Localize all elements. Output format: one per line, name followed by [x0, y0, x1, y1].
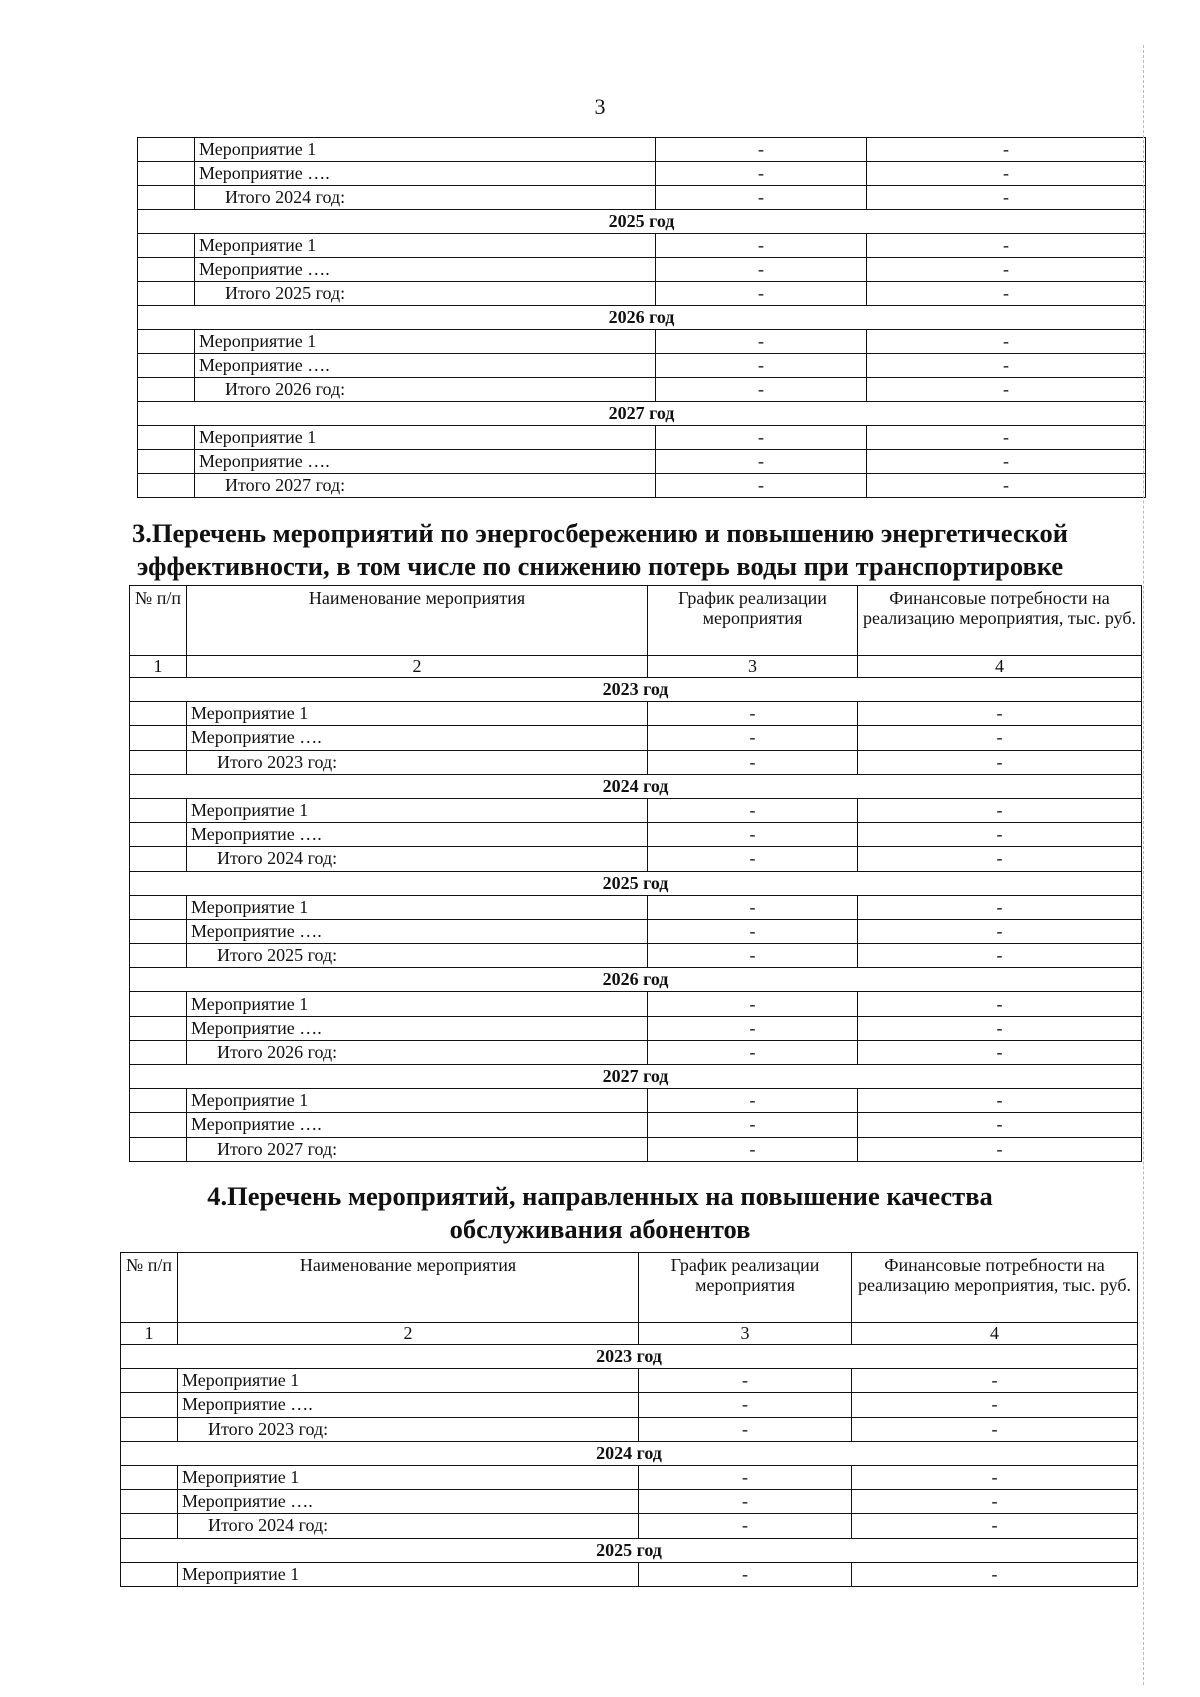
financing-cell: -	[858, 1016, 1142, 1040]
schedule-cell: -	[656, 450, 867, 474]
total-label: Итого 2024 год:	[195, 186, 656, 210]
total-row	[130, 1137, 1142, 1161]
event-row	[138, 162, 1146, 186]
schedule-cell: -	[656, 330, 867, 354]
financing-cell: -	[867, 426, 1146, 450]
row-number-cell	[138, 282, 195, 306]
schedule-cell: -	[648, 895, 858, 919]
financing-cell: -	[852, 1465, 1138, 1489]
row-number-cell	[138, 474, 195, 498]
event-row	[138, 450, 1146, 474]
schedule-cell: -	[648, 847, 858, 871]
financing-cell: -	[858, 992, 1142, 1016]
row-number-cell	[130, 1137, 187, 1161]
row-number-cell	[138, 426, 195, 450]
total-label: Итого 2026 год:	[195, 378, 656, 402]
schedule-cell: -	[648, 1089, 858, 1113]
financing-cell: -	[852, 1417, 1138, 1441]
schedule-cell: -	[639, 1490, 852, 1514]
year-heading: 2024 год	[121, 1441, 1138, 1465]
event-name: Мероприятие 1	[187, 1089, 648, 1113]
financing-cell: -	[867, 138, 1146, 162]
year-heading: 2026 год	[138, 306, 1146, 330]
event-name: Мероприятие ….	[178, 1393, 639, 1417]
event-row	[138, 330, 1146, 354]
column-number-1: 1	[121, 1323, 178, 1345]
financing-cell: -	[852, 1393, 1138, 1417]
page-number: 3	[594, 94, 606, 119]
total-row	[130, 944, 1142, 968]
total-label: Итого 2025 год:	[195, 282, 656, 306]
total-row	[138, 378, 1146, 402]
financing-cell: -	[867, 186, 1146, 210]
total-label: Итого 2025 год:	[187, 944, 648, 968]
year-heading-row	[121, 1441, 1138, 1465]
header-schedule: График реализации мероприятия	[648, 586, 858, 656]
event-name: Мероприятие 1	[195, 426, 656, 450]
schedule-cell: -	[656, 426, 867, 450]
column-numbering-row	[121, 1323, 1138, 1345]
event-name: Мероприятие 1	[178, 1369, 639, 1393]
event-row	[130, 992, 1142, 1016]
row-number-cell	[138, 258, 195, 282]
event-name: Мероприятие ….	[195, 162, 656, 186]
row-number-cell	[121, 1393, 178, 1417]
column-numbering-row	[130, 656, 1142, 678]
header-financing: Финансовые потребности на реализацию мероприятия, тыс. руб.	[852, 1253, 1138, 1323]
year-heading: 2025 год	[130, 871, 1142, 895]
row-number-cell	[130, 1016, 187, 1040]
row-number-cell	[130, 798, 187, 822]
column-number-1: 1	[130, 656, 187, 678]
table-header-row	[121, 1253, 1138, 1323]
year-heading-row	[138, 210, 1146, 234]
year-heading: 2027 год	[130, 1065, 1142, 1089]
financing-cell: -	[858, 823, 1142, 847]
event-row	[138, 234, 1146, 258]
total-label: Итого 2026 год:	[187, 1040, 648, 1064]
financing-cell: -	[852, 1490, 1138, 1514]
event-row	[121, 1490, 1138, 1514]
total-row	[138, 282, 1146, 306]
row-number-cell	[138, 186, 195, 210]
event-name: Мероприятие ….	[187, 726, 648, 750]
year-heading-row	[130, 774, 1142, 798]
event-name: Мероприятие 1	[195, 234, 656, 258]
event-row	[138, 426, 1146, 450]
row-number-cell	[130, 944, 187, 968]
total-row	[138, 186, 1146, 210]
financing-cell: -	[858, 1040, 1142, 1064]
row-number-cell	[130, 823, 187, 847]
table-header-row	[130, 586, 1142, 656]
financing-cell: -	[858, 1113, 1142, 1137]
header-number: № п/п	[121, 1253, 178, 1323]
event-row	[130, 1113, 1142, 1137]
event-name: Мероприятие 1	[195, 138, 656, 162]
schedule-cell: -	[639, 1369, 852, 1393]
schedule-cell: -	[648, 798, 858, 822]
event-name: Мероприятие ….	[187, 919, 648, 943]
row-number-cell	[130, 895, 187, 919]
events-table-continued	[137, 137, 1146, 498]
event-row	[130, 823, 1142, 847]
event-name: Мероприятие ….	[187, 1113, 648, 1137]
schedule-cell: -	[648, 823, 858, 847]
event-row	[130, 1089, 1142, 1113]
column-number-4: 4	[858, 656, 1142, 678]
financing-cell: -	[852, 1562, 1138, 1586]
schedule-cell: -	[656, 354, 867, 378]
financing-cell: -	[867, 474, 1146, 498]
schedule-cell: -	[656, 258, 867, 282]
financing-cell: -	[867, 354, 1146, 378]
total-label: Итого 2027 год:	[195, 474, 656, 498]
schedule-cell: -	[648, 1040, 858, 1064]
schedule-cell: -	[656, 138, 867, 162]
financing-cell: -	[867, 162, 1146, 186]
total-row	[121, 1417, 1138, 1441]
row-number-cell	[138, 330, 195, 354]
row-number-cell	[121, 1417, 178, 1441]
event-name: Мероприятие ….	[195, 354, 656, 378]
event-name: Мероприятие ….	[187, 823, 648, 847]
schedule-cell: -	[648, 1113, 858, 1137]
financing-cell: -	[867, 378, 1146, 402]
total-label: Итого 2024 год:	[187, 847, 648, 871]
financing-cell: -	[852, 1514, 1138, 1538]
financing-cell: -	[858, 726, 1142, 750]
year-heading-row	[130, 871, 1142, 895]
financing-cell: -	[867, 258, 1146, 282]
row-number-cell	[121, 1490, 178, 1514]
financing-cell: -	[858, 702, 1142, 726]
header-event-name: Наименование мероприятия	[178, 1253, 639, 1323]
section-4-title-line1: 4.Перечень мероприятий, направленных на повышение качества	[207, 1181, 993, 1211]
schedule-cell: -	[648, 992, 858, 1016]
section-3-title-line1: 3.Перечень мероприятий по энергосбережению и повышению энергетической	[131, 518, 1069, 548]
section-3-title	[0, 517, 1200, 583]
event-name: Мероприятие 1	[187, 992, 648, 1016]
row-number-cell	[130, 750, 187, 774]
row-number-cell	[138, 162, 195, 186]
event-row	[130, 895, 1142, 919]
year-heading: 2023 год	[130, 678, 1142, 702]
section-4-title	[0, 1180, 1200, 1246]
energy-saving-events-table	[129, 585, 1142, 1162]
event-name: Мероприятие ….	[187, 1016, 648, 1040]
schedule-cell: -	[648, 726, 858, 750]
total-label: Итого 2027 год:	[187, 1137, 648, 1161]
row-number-cell	[121, 1514, 178, 1538]
event-row	[130, 726, 1142, 750]
schedule-cell: -	[648, 1016, 858, 1040]
row-number-cell	[130, 726, 187, 750]
schedule-cell: -	[639, 1465, 852, 1489]
event-name: Мероприятие 1	[187, 798, 648, 822]
row-number-cell	[138, 138, 195, 162]
schedule-cell: -	[656, 474, 867, 498]
event-row	[130, 702, 1142, 726]
schedule-cell: -	[648, 919, 858, 943]
event-name: Мероприятие 1	[187, 702, 648, 726]
row-number-cell	[130, 919, 187, 943]
section-3-title-line2: эффективности, в том числе по снижению потерь воды при транспортировке	[136, 551, 1064, 581]
schedule-cell: -	[639, 1562, 852, 1586]
financing-cell: -	[858, 847, 1142, 871]
row-number-cell	[121, 1562, 178, 1586]
total-row	[130, 750, 1142, 774]
year-heading-row	[130, 968, 1142, 992]
event-name: Мероприятие 1	[178, 1562, 639, 1586]
year-heading: 2025 год	[121, 1538, 1138, 1562]
year-heading-row	[121, 1345, 1138, 1369]
row-number-cell	[138, 450, 195, 474]
event-row	[121, 1369, 1138, 1393]
row-number-cell	[130, 992, 187, 1016]
year-heading: 2027 год	[138, 402, 1146, 426]
event-row	[130, 798, 1142, 822]
financing-cell: -	[867, 450, 1146, 474]
section-4-title-line2: обслуживания абонентов	[449, 1214, 751, 1244]
header-schedule: График реализации мероприятия	[639, 1253, 852, 1323]
total-row	[121, 1514, 1138, 1538]
year-heading-row	[138, 402, 1146, 426]
year-heading: 2023 год	[121, 1345, 1138, 1369]
header-number: № п/п	[130, 586, 187, 656]
year-heading-row	[121, 1538, 1138, 1562]
row-number-cell	[121, 1369, 178, 1393]
year-heading: 2025 год	[138, 210, 1146, 234]
schedule-cell: -	[639, 1417, 852, 1441]
schedule-cell: -	[648, 702, 858, 726]
row-number-cell	[130, 1089, 187, 1113]
column-number-3: 3	[639, 1323, 852, 1345]
event-row	[130, 1016, 1142, 1040]
schedule-cell: -	[648, 750, 858, 774]
event-name: Мероприятие ….	[195, 258, 656, 282]
scan-edge-line	[1143, 45, 1144, 1685]
row-number-cell	[138, 234, 195, 258]
row-number-cell	[130, 1040, 187, 1064]
event-row	[138, 354, 1146, 378]
event-row	[138, 258, 1146, 282]
event-row	[130, 919, 1142, 943]
event-name: Мероприятие ….	[178, 1490, 639, 1514]
schedule-cell: -	[639, 1514, 852, 1538]
financing-cell: -	[858, 798, 1142, 822]
row-number-cell	[121, 1465, 178, 1489]
schedule-cell: -	[648, 1137, 858, 1161]
financing-cell: -	[867, 234, 1146, 258]
financing-cell: -	[858, 944, 1142, 968]
schedule-cell: -	[648, 944, 858, 968]
column-number-3: 3	[648, 656, 858, 678]
total-label: Итого 2023 год:	[187, 750, 648, 774]
schedule-cell: -	[656, 186, 867, 210]
row-number-cell	[130, 1113, 187, 1137]
event-row	[121, 1562, 1138, 1586]
column-number-2: 2	[187, 656, 648, 678]
financing-cell: -	[867, 282, 1146, 306]
financing-cell: -	[858, 895, 1142, 919]
year-heading: 2024 год	[130, 774, 1142, 798]
total-row	[130, 847, 1142, 871]
row-number-cell	[138, 378, 195, 402]
header-financing: Финансовые потребности на реализацию мероприятия, тыс. руб.	[858, 586, 1142, 656]
year-heading-row	[138, 306, 1146, 330]
schedule-cell: -	[656, 282, 867, 306]
financing-cell: -	[858, 750, 1142, 774]
schedule-cell: -	[656, 378, 867, 402]
financing-cell: -	[867, 330, 1146, 354]
row-number-cell	[138, 354, 195, 378]
total-row	[130, 1040, 1142, 1064]
event-row	[121, 1393, 1138, 1417]
row-number-cell	[130, 702, 187, 726]
schedule-cell: -	[656, 234, 867, 258]
financing-cell: -	[858, 1137, 1142, 1161]
schedule-cell: -	[656, 162, 867, 186]
column-number-4: 4	[852, 1323, 1138, 1345]
event-row	[138, 138, 1146, 162]
year-heading-row	[130, 1065, 1142, 1089]
financing-cell: -	[858, 1089, 1142, 1113]
schedule-cell: -	[639, 1393, 852, 1417]
total-row	[138, 474, 1146, 498]
event-name: Мероприятие ….	[195, 450, 656, 474]
total-label: Итого 2024 год:	[178, 1514, 639, 1538]
row-number-cell	[130, 847, 187, 871]
financing-cell: -	[852, 1369, 1138, 1393]
year-heading-row	[130, 678, 1142, 702]
event-name: Мероприятие 1	[178, 1465, 639, 1489]
event-name: Мероприятие 1	[187, 895, 648, 919]
total-label: Итого 2023 год:	[178, 1417, 639, 1441]
event-name: Мероприятие 1	[195, 330, 656, 354]
year-heading: 2026 год	[130, 968, 1142, 992]
event-row	[121, 1465, 1138, 1489]
service-quality-events-table	[120, 1252, 1138, 1587]
column-number-2: 2	[178, 1323, 639, 1345]
financing-cell: -	[858, 919, 1142, 943]
header-event-name: Наименование мероприятия	[187, 586, 648, 656]
